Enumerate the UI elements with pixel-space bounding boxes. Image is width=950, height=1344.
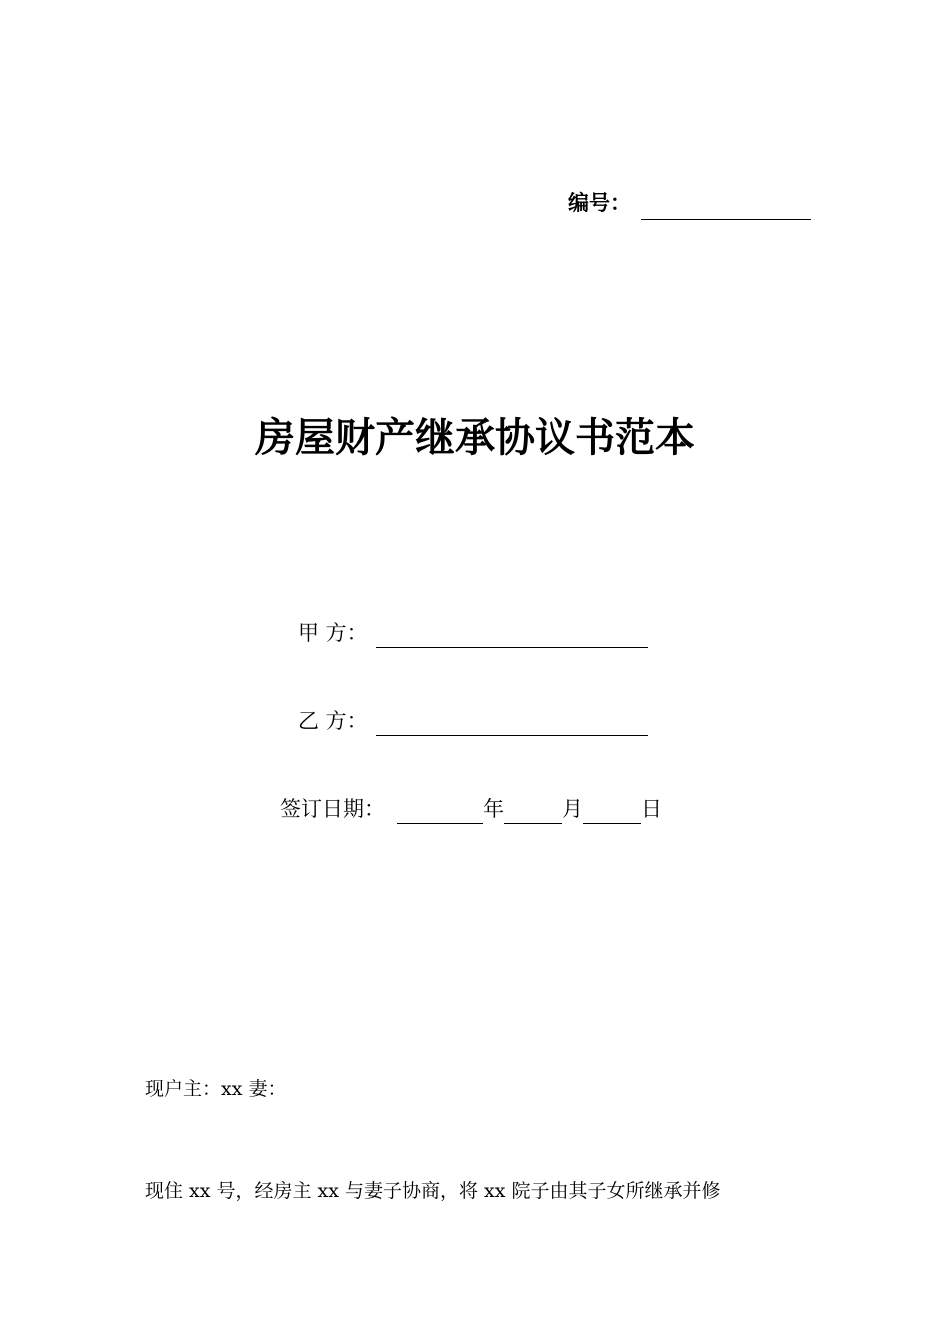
party-b-label: 乙 方： (298, 709, 368, 733)
month-blank (504, 801, 562, 824)
party-b-blank (376, 713, 648, 736)
document-number-field (568, 186, 811, 220)
document-number-blank (641, 199, 811, 220)
sign-date-field (280, 794, 662, 824)
party-a-field (298, 618, 648, 648)
document-number-label: 编号： (568, 191, 631, 215)
year-label: 年 (483, 797, 504, 821)
party-a-blank (376, 625, 648, 648)
day-label: 日 (641, 797, 662, 821)
party-a-label: 甲 方： (298, 621, 368, 645)
document-title: 房屋财产继承协议书范本 (255, 415, 695, 461)
party-b-field (298, 706, 648, 736)
day-blank (583, 801, 641, 824)
sign-date-label: 签订日期： (280, 797, 385, 821)
year-blank (397, 801, 483, 824)
body-paragraph-agreement: 现住 xx 号，经房主 xx 与妻子协商，将 xx 院子由其子女所继承并修 (145, 1180, 721, 1202)
month-label: 月 (562, 797, 583, 821)
body-paragraph-householder: 现户主：xx 妻： (145, 1078, 287, 1100)
